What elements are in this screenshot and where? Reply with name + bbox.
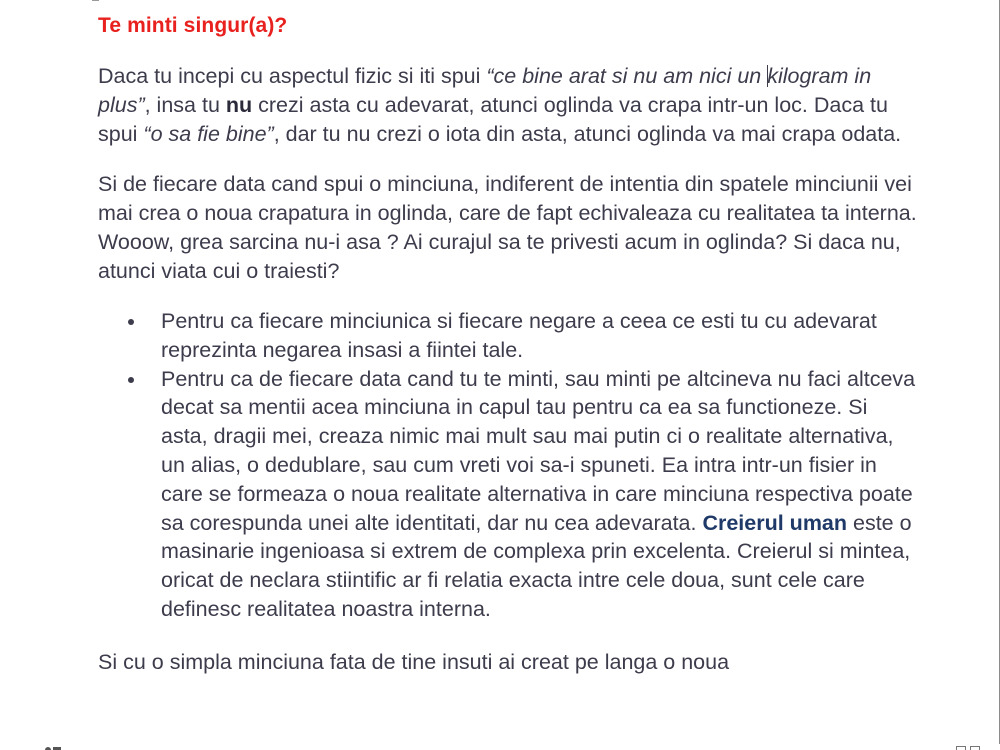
paragraph-bold: nu (225, 93, 253, 117)
list-item (98, 307, 918, 365)
document-heading: Te minti singur(a)? (98, 14, 288, 37)
paragraph-mirror (98, 62, 918, 149)
page-corner-mark (92, 0, 99, 1)
paragraph-quote: kilogram in plus” (98, 64, 872, 117)
list-item (98, 365, 918, 624)
list-item-text: Pentru ca de fiecare data cand tu te minti, sau minti pe altcineva nu faci altceva decat sa mentii acea minciuna in capul tau pentru ca ea sa functioneze. Si asta, dragii mei, creaza nimic mai mult sau mai putin ci o realitate alternativa, un alias, o dedublare, sau cum vreti voi sa-i spuneti. Ea intra intr-un fisier in care se formeaza o noua realitate alternativa in care minciuna respectiva poate sa corespunda unei alte identitati, dar nu cea adevarata. (161, 366, 916, 535)
view-mode-icon[interactable] (970, 746, 980, 750)
list-item-text: este o masinarie ingenioasa si extrem de complexa prin excelenta. Creierul si mintea, oricat de neclara stiintific ar fi relatia exacta intre cele doua, sunt cele care definesc realitatea noastra interna. (161, 510, 912, 621)
paragraph-closing: Si cu o simpla minciuna fata de tine insuti ai creat pe langa o noua (98, 649, 730, 674)
list-item-text: Pentru ca fiecare minciunica si fiecare negare a ceea ce esti tu cu adevarat reprezinta negarea insasi a fiintei tale. (161, 309, 877, 362)
bullet-icon (128, 377, 134, 383)
paragraph-quote: “ce bine arat si nu am nici un (486, 64, 768, 88)
paragraph-quote: “o sa fie bine” (143, 122, 274, 146)
paragraph-text: Daca tu incepi cu aspectul fizic si iti spui (98, 64, 487, 88)
paragraph-text: , insa tu (144, 93, 226, 117)
paragraph-text: crezi asta cu adevarat, atunci oglinda va crapa intr-un loc. Daca tu spui (98, 93, 888, 146)
settings-icon[interactable] (44, 746, 62, 750)
view-icon[interactable] (956, 746, 984, 750)
view-mode-icon[interactable] (956, 746, 966, 750)
settings-icon-glyph (44, 746, 62, 750)
bold-link[interactable]: Creierul uman (702, 510, 848, 535)
document-body[interactable] (98, 12, 918, 698)
paragraph-text: , dar tu nu crezi o iota din asta, atunci oglinda va mai crapa odata. (273, 122, 902, 146)
bullet-list (98, 307, 918, 624)
bottom-toolbar (0, 744, 1000, 750)
paragraph-crack: Si de fiecare data cand spui o minciuna, indiferent de intentia din spatele minciunii vei mai crea o noua crapatura in oglinda, care de fapt echivaleaza cu realitatea ta interna. Wooow, grea sarcina nu-i asa ? Ai curajul sa te privesti acum in oglinda? Si daca nu, atunci viata cui o traiesti? (98, 172, 917, 283)
bullet-icon (128, 319, 134, 325)
